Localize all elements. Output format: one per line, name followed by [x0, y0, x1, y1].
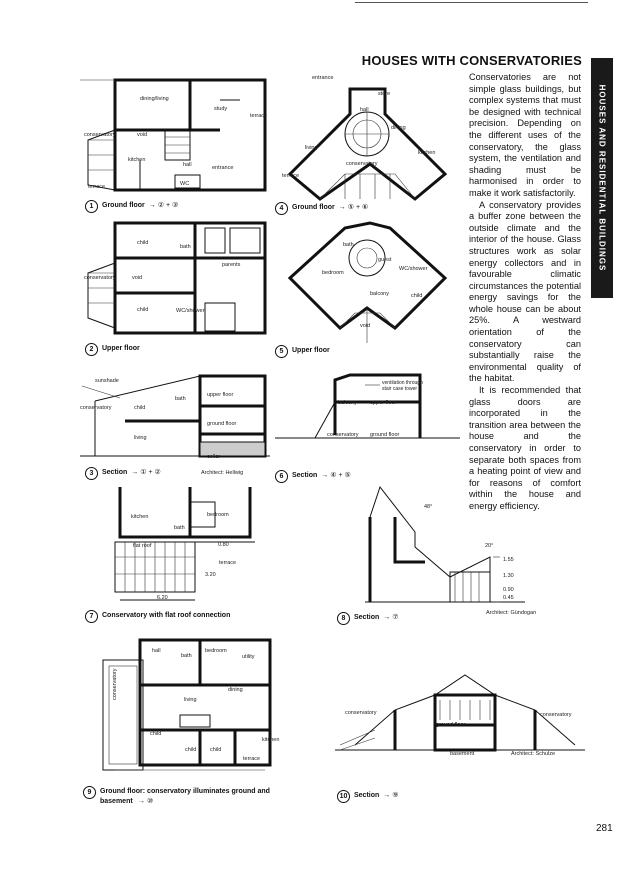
- f1-label: dining/living: [140, 96, 169, 102]
- f6-label: ventilation through stair case tower: [382, 380, 423, 392]
- fig-caption: Section: [102, 469, 128, 476]
- f8-label: 1.55: [503, 557, 514, 563]
- f7-label: bedroom: [207, 512, 229, 518]
- f7-label: flat roof: [133, 543, 152, 549]
- fig-number: 1: [85, 200, 98, 213]
- figure-4-plan: [275, 74, 460, 199]
- f5-label: bath: [343, 242, 354, 248]
- f3-label: bath: [175, 396, 186, 402]
- f3-label: sunshade: [95, 378, 119, 384]
- figure-8-section: [365, 482, 525, 607]
- f1-label: conservatory: [84, 132, 116, 138]
- architect-credit: Architect: Hellwig: [201, 470, 244, 476]
- f7-label: kitchen: [131, 514, 149, 520]
- f4-label: entrance: [312, 75, 334, 81]
- f5-label: balcony: [370, 291, 389, 297]
- f1-label: WC: [180, 181, 190, 187]
- f6-label: conservatory: [327, 432, 359, 438]
- fig-caption: Section: [292, 472, 318, 479]
- f7-label: terrace: [219, 560, 237, 566]
- f3-label: cellar: [207, 454, 221, 460]
- page-title: HOUSES WITH CONSERVATORIES: [361, 53, 582, 68]
- figure-5-caption: [275, 345, 330, 358]
- f5-label: child: [411, 293, 423, 299]
- figure-9-caption: [83, 786, 290, 807]
- figure-3-caption: [85, 467, 161, 480]
- f2-label: child: [137, 240, 149, 246]
- f9-label: living: [184, 697, 197, 703]
- f5-label: guest: [378, 257, 392, 263]
- figure-10-caption: [337, 790, 399, 803]
- f7-label: 3.20: [205, 572, 216, 578]
- f10-label: ground floor: [436, 722, 466, 728]
- fig-caption: Ground floor: [292, 204, 335, 211]
- figure-4-caption: [275, 202, 368, 215]
- f1-label: hall: [183, 162, 192, 168]
- f9-label: bedroom: [205, 648, 227, 654]
- f1-label: void: [137, 132, 148, 138]
- f3-label: child: [134, 405, 146, 411]
- f4-label: kitchen: [418, 150, 436, 156]
- f2-label: child: [137, 307, 149, 313]
- f3-label: upper floor: [207, 392, 234, 398]
- f8-label: 0.45: [503, 595, 514, 601]
- f2-label: conservatory: [84, 275, 116, 281]
- f10-label: conservatory: [540, 712, 572, 718]
- f9-label: conservatory: [112, 668, 118, 700]
- f6-label: upper floor: [370, 400, 397, 406]
- f10-label: conservatory: [345, 710, 377, 716]
- figure-6-section: [275, 360, 460, 460]
- f1-label: kitchen: [128, 157, 146, 163]
- f4-label: dining: [391, 125, 406, 131]
- f3-label: conservatory: [80, 405, 112, 411]
- fig-ref: → ⑦: [383, 614, 399, 621]
- f4-label: terrace: [282, 173, 300, 179]
- fig-number: 10: [337, 790, 350, 803]
- f7-label: 0.80: [218, 542, 229, 548]
- f4-label: conservatory: [346, 161, 378, 167]
- f9-label: terrace: [243, 756, 261, 762]
- f5-label: void: [360, 323, 371, 329]
- fig-caption: Ground floor: conservatory illuminates ground and basement: [100, 788, 270, 805]
- f9-label: child: [150, 731, 162, 737]
- f4-label: hall: [360, 107, 369, 113]
- f9-label: bath: [181, 653, 192, 659]
- f2-label: bath: [180, 244, 191, 250]
- f8-label: 20°: [485, 543, 494, 549]
- figure-2-caption: [85, 343, 140, 356]
- figure-1-caption: [85, 200, 178, 213]
- body-text: [469, 72, 581, 513]
- fig-ref: → ④ + ⑤: [321, 472, 351, 479]
- f7-label: 6.20: [157, 595, 168, 601]
- page-number: 281: [596, 823, 613, 834]
- f10-label: basement: [450, 751, 475, 757]
- f1-label: terrace: [88, 184, 106, 190]
- f9-label: child: [185, 747, 197, 753]
- fig-ref: → ⑤ + ⑥: [338, 204, 369, 211]
- f6-label: ground floor: [370, 432, 400, 438]
- fig-number: 2: [85, 343, 98, 356]
- fig-caption: Upper floor: [292, 347, 330, 354]
- side-tab-label: HOUSES AND RESIDENTIAL BUILDINGS: [597, 84, 607, 272]
- fig-number: 6: [275, 470, 288, 483]
- f6-label: balcony: [338, 400, 357, 406]
- f8-label: 1.30: [503, 573, 514, 579]
- f9-label: kitchen: [262, 737, 280, 743]
- figure-3-section: [80, 356, 270, 466]
- paragraph-2: A conservatory provides a buffer zone between the outside climate and the interior of the house. Glass structures work as solar energy collectors and in favourable climatic circumstances the potential energy savings for the whole house can be about 25%. A westward orientation of the conservatory can substantially raise the environmental quality of the habitat.: [469, 199, 581, 384]
- fig-number: 7: [85, 610, 98, 623]
- section-side-tab: [591, 58, 613, 298]
- figure-7-caption: [85, 610, 230, 623]
- f2-label: parents: [222, 262, 241, 268]
- fig-caption: Conservatory with flat roof connection: [102, 612, 231, 619]
- fig-caption: Ground floor: [102, 202, 145, 209]
- fig-number: 5: [275, 345, 288, 358]
- f2-label: void: [132, 275, 143, 281]
- fig-number: 3: [85, 467, 98, 480]
- f1-label: terrace: [250, 113, 268, 119]
- fig-ref: → ② + ③: [148, 202, 179, 209]
- f5-label: bedroom: [322, 270, 344, 276]
- f9-label: hall: [152, 648, 161, 654]
- paragraph-3: It is recommended that glass doors are incorporated in the transition area between the house and the conservatory in order to separate both spaces from a heating point of view and for reasons of comfort within the house and energy efficiency.: [469, 385, 581, 511]
- fig-ref: → ⑩: [138, 798, 154, 805]
- f4-label: living: [305, 145, 318, 151]
- paragraph-1: Conservatories are not simple glass buildings, but complex systems that must be designed with technical precision. Depending on the different uses of the conservatory, the glass system, the ventilation and shading must be harmonised in order to make it work satisfactorily.: [469, 72, 581, 198]
- f8-label: 48°: [424, 504, 433, 510]
- architect-credit: Architect: Schulze: [511, 751, 556, 757]
- f1-label: entrance: [212, 165, 234, 171]
- f3-label: living: [134, 435, 147, 441]
- f4-label: store: [378, 91, 391, 97]
- figure-7-plan: [100, 482, 270, 607]
- fig-caption: Upper floor: [102, 345, 140, 352]
- fig-caption: Section: [354, 614, 380, 621]
- top-rule: [355, 2, 588, 3]
- f5-label: WC/shower: [399, 266, 428, 272]
- fig-ref: → ① + ②: [131, 469, 161, 476]
- f9-label: child: [210, 747, 222, 753]
- fig-ref: → ⑨: [383, 792, 399, 799]
- f3-label: ground floor: [207, 421, 237, 427]
- fig-number: 4: [275, 202, 288, 215]
- f1-label: study: [214, 106, 228, 112]
- fig-caption: Section: [354, 792, 380, 799]
- figure-6-caption: [275, 470, 351, 483]
- architect-credit: Architect: Gündogan: [486, 610, 537, 616]
- figure-8-caption: [337, 612, 399, 625]
- fig-number: 9: [83, 786, 96, 799]
- f9-label: dining: [228, 687, 243, 693]
- f7-label: bath: [174, 525, 185, 531]
- f8-label: 0.90: [503, 587, 514, 593]
- fig-number: 8: [337, 612, 350, 625]
- f2-label: WC/shower: [176, 308, 205, 314]
- f9-label: utility: [242, 654, 255, 660]
